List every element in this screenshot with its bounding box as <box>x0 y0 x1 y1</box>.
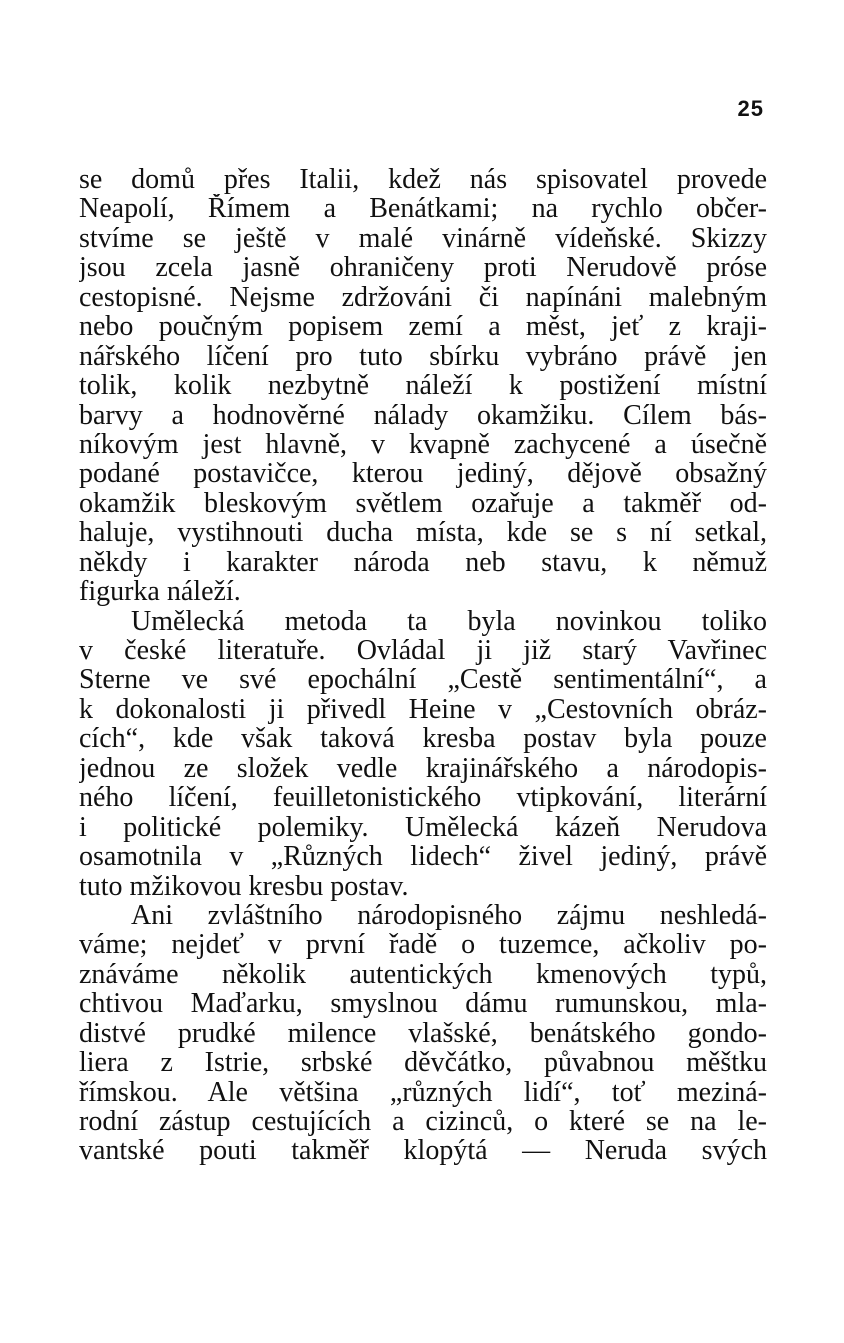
text-line: i politické polemiky. Umělecká kázeň Nerudova <box>79 812 767 843</box>
paragraph <box>79 901 767 1166</box>
text-line: k dokonalosti ji přivedl Heine v „Cestovních obráz- <box>79 694 767 725</box>
text-line: Sterne ve své epochální „Cestě sentimentální“, a <box>79 665 767 695</box>
text-line: Umělecká metoda ta byla novinkou toliko <box>131 606 767 636</box>
page-number: 25 <box>737 96 764 121</box>
text-line: tuto mžikovou kresbu postav. <box>79 871 409 901</box>
text-line: stvíme se ještě v malé vinárně vídeňské. Skizzy <box>79 223 767 254</box>
text-line: vantské pouti takměř klopýtá — Neruda svých <box>79 1136 767 1166</box>
text-line: ného líčení, feuilletonistického vtipkování, literární <box>79 783 767 813</box>
text-line: distvé prudké milence vlašské, benátského gondo- <box>79 1018 767 1049</box>
text-line: v české literatuře. Ovládal ji již starý Vavřinec <box>79 636 767 666</box>
text-line: jednou ze složek vedle krajinářského a národopis- <box>79 753 767 784</box>
body-text <box>79 165 767 1166</box>
text-line: tolik, kolik nezbytně náleží k postižení místní <box>79 371 767 401</box>
text-line: chtivou Maďarku, smyslnou dámu rumunskou, mla- <box>79 989 767 1019</box>
text-line: váme; nejdeť v první řadě o tuzemce, ačkoliv po- <box>79 930 767 960</box>
text-line: cích“, kde však taková kresba postav byla pouze <box>79 724 767 754</box>
text-line: jsou zcela jasně ohraničeny proti Nerudově próse <box>79 253 767 283</box>
text-line: liera z Istrie, srbské děvčátko, půvabnou měštku <box>79 1048 767 1078</box>
text-line: haluje, vystihnouti ducha místa, kde se s ní setkal, <box>79 518 767 548</box>
text-line: osamotnila v „Různých lidech“ živel jediný, právě <box>79 842 767 872</box>
text-line: figurka náleží. <box>79 577 241 607</box>
text-line: znáváme několik autentických kmenových typů, <box>79 959 767 990</box>
paragraph <box>79 165 767 607</box>
text-line: rodní zástup cestujících a cizinců, o které se na le- <box>79 1107 767 1137</box>
paragraph <box>79 607 767 901</box>
text-line: se domů přes Italii, kdež nás spisovatel provede <box>79 165 767 195</box>
text-line: níkovým jest hlavně, v kvapně zachycené a úsečně <box>79 429 767 460</box>
text-line: nebo poučným popisem zemí a měst, jeť z kraji- <box>79 312 767 342</box>
text-line: cestopisné. Nejsme zdržováni či napínáni malebným <box>79 282 767 313</box>
text-line: někdy i karakter národa neb stavu, k němuž <box>79 547 767 578</box>
text-line: Neapolí, Římem a Benátkami; na rychlo občer- <box>79 194 767 224</box>
text-line: Ani zvláštního národopisného zájmu neshledá- <box>131 900 767 931</box>
text-line: římskou. Ale většina „různých lidí“, toť meziná- <box>79 1077 767 1107</box>
text-line: nářského líčení pro tuto sbírku vybráno právě jen <box>79 341 767 372</box>
text-line: podané postavičce, kterou jediný, dějově obsažný <box>79 459 767 489</box>
text-line: barvy a hodnověrné nálady okamžiku. Cílem bás- <box>79 400 767 430</box>
text-line: okamžik bleskovým světlem ozařuje a takměř od- <box>79 488 767 519</box>
